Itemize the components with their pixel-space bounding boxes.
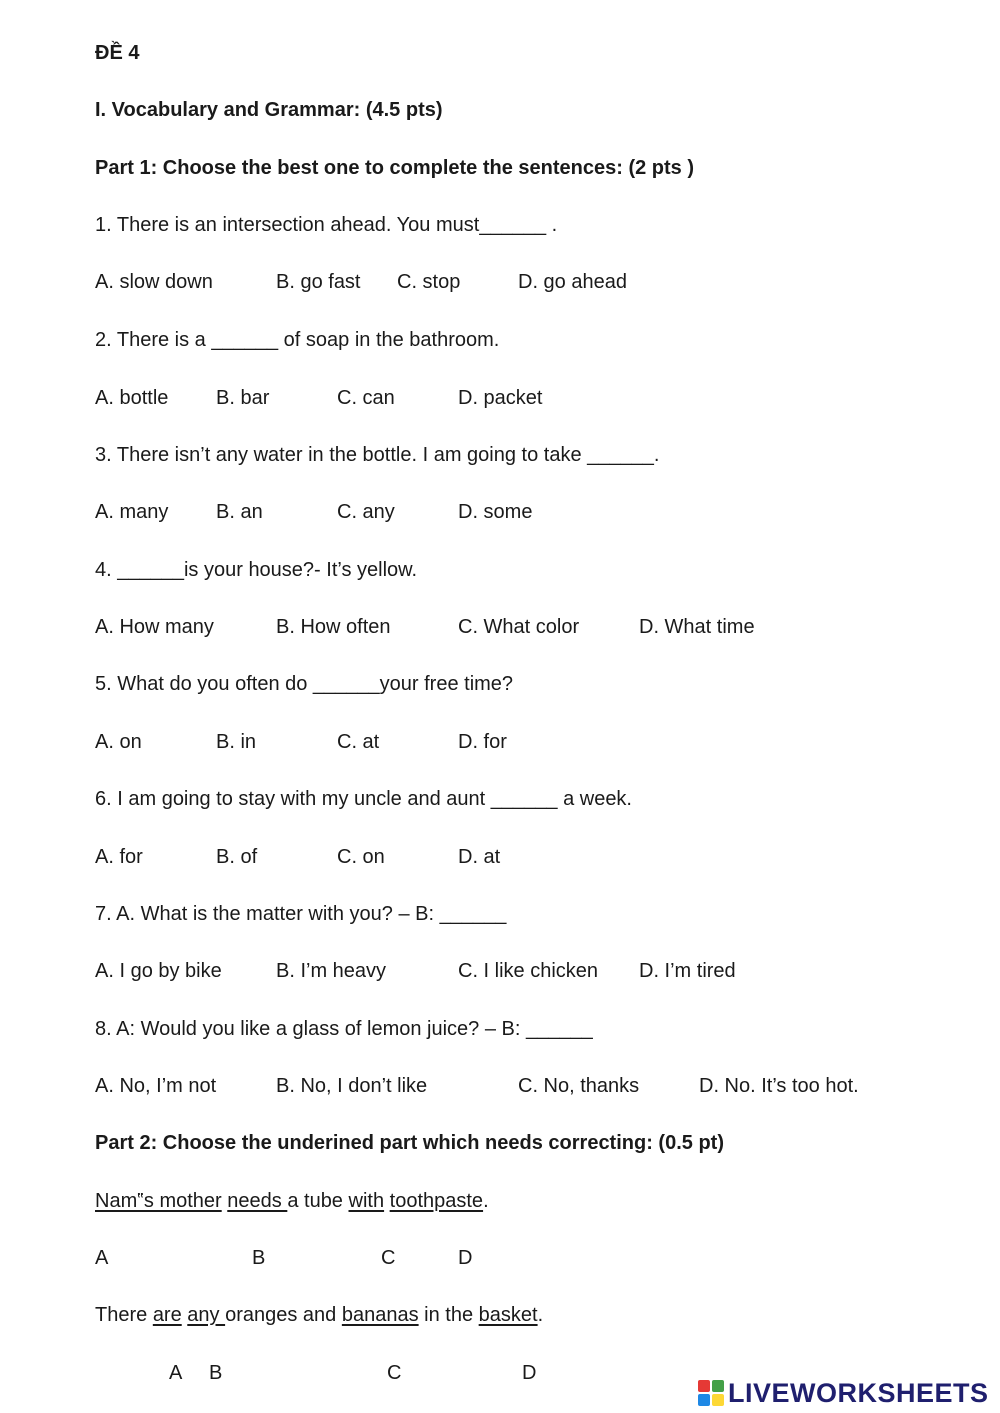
q8-option-b[interactable]: B. No, I don’t like [276,1075,428,1097]
q2-option-c[interactable]: C. can [337,387,395,409]
q1-option-b[interactable]: B. go fast [276,271,361,293]
logo-mark-icon [698,1380,724,1406]
q1-option-d[interactable]: D. go ahead [518,271,627,293]
s1-label-a[interactable]: A [95,1247,109,1269]
s1-label-c[interactable]: C [381,1247,396,1269]
exam-heading: ĐỀ 4 [95,42,140,64]
q2-option-d[interactable]: D. packet [458,387,543,409]
error-sentence-1 [95,1188,489,1214]
q3-option-c[interactable]: C. any [337,501,395,523]
sentence-text: There [95,1304,153,1326]
question-4: 4. ______is your house?- It’s yellow. [95,559,418,581]
sentence-text: in the [418,1304,479,1326]
q4-option-c[interactable]: C. What color [458,616,580,638]
liveworksheets-logo [698,1376,989,1410]
q6-option-b[interactable]: B. of [216,846,258,868]
underlined-part-a[interactable]: Nam‟s mother [95,1190,222,1212]
underlined-part-d[interactable]: toothpaste [389,1190,484,1212]
logo-square [712,1394,724,1406]
logo-square [712,1380,724,1392]
underlined-part-c[interactable]: with [348,1190,385,1212]
error-sentence-2 [95,1302,543,1328]
question-1: 1. There is an intersection ahead. You must______ . [95,214,558,236]
q3-option-b[interactable]: B. an [216,501,263,523]
q1-option-c[interactable]: C. stop [397,271,461,293]
question-5: 5. What do you often do ______your free time? [95,673,514,695]
q5-option-b[interactable]: B. in [216,731,257,753]
q8-option-d[interactable]: D. No. It’s too hot. [699,1075,859,1097]
q7-option-d[interactable]: D. I’m tired [639,960,736,982]
question-7: 7. A. What is the matter with you? – B: ______ [95,903,507,925]
logo-square [698,1394,710,1406]
q1-option-a[interactable]: A. slow down [95,271,213,293]
underlined-part-c[interactable]: bananas [341,1304,419,1326]
q7-option-b[interactable]: B. I’m heavy [276,960,387,982]
logo-text: LIVEWORKSHEETS [728,1377,989,1408]
part1-title: Part 1: Choose the best one to complete the sentences: (2 pts ) [95,157,695,179]
q8-option-a[interactable]: A. No, I’m not [95,1075,217,1097]
q5-option-a[interactable]: A. on [95,731,142,753]
underlined-part-b[interactable]: needs [227,1190,288,1212]
q7-option-a[interactable]: A. I go by bike [95,960,222,982]
section-title: I. Vocabulary and Grammar: (4.5 pts) [95,99,443,121]
q5-option-d[interactable]: D. for [458,731,507,753]
q8-option-c[interactable]: C. No, thanks [518,1075,640,1097]
part2-title: Part 2: Choose the underined part which needs correcting: (0.5 pt) [95,1132,724,1154]
q6-option-d[interactable]: D. at [458,846,501,868]
underlined-part-b[interactable]: any [187,1304,226,1326]
q2-option-b[interactable]: B. bar [216,387,270,409]
q2-option-a[interactable]: A. bottle [95,387,169,409]
q6-option-a[interactable]: A. for [95,846,143,868]
underlined-part-a[interactable]: are [152,1304,182,1326]
q3-option-d[interactable]: D. some [458,501,533,523]
question-6: 6. I am going to stay with my uncle and aunt ______ a week. [95,788,632,810]
q7-option-c[interactable]: C. I like chicken [458,960,599,982]
s2-label-d[interactable]: D [522,1362,537,1384]
underlined-part-d[interactable]: basket [478,1304,538,1326]
sentence-text: a tube [287,1190,349,1212]
q6-option-c[interactable]: C. on [337,846,385,868]
s2-label-b[interactable]: B [209,1362,223,1384]
question-2: 2. There is a ______ of soap in the bathroom. [95,329,500,351]
s2-label-a[interactable]: A [169,1362,183,1384]
logo-square [698,1380,710,1392]
q4-option-a[interactable]: A. How many [95,616,214,638]
s1-label-d[interactable]: D [458,1247,473,1269]
question-8: 8. A: Would you like a glass of lemon juice? – B: ______ [95,1018,593,1040]
sentence-text: . [483,1190,489,1212]
q4-option-d[interactable]: D. What time [639,616,755,638]
s1-label-b[interactable]: B [252,1247,266,1269]
sentence-text: oranges and [225,1304,342,1326]
sentence-text: . [537,1304,544,1326]
s2-label-c[interactable]: C [387,1362,402,1384]
q5-option-c[interactable]: C. at [337,731,380,753]
question-3: 3. There isn’t any water in the bottle. I am going to take ______. [95,444,660,466]
q3-option-a[interactable]: A. many [95,501,169,523]
q4-option-b[interactable]: B. How often [276,616,391,638]
